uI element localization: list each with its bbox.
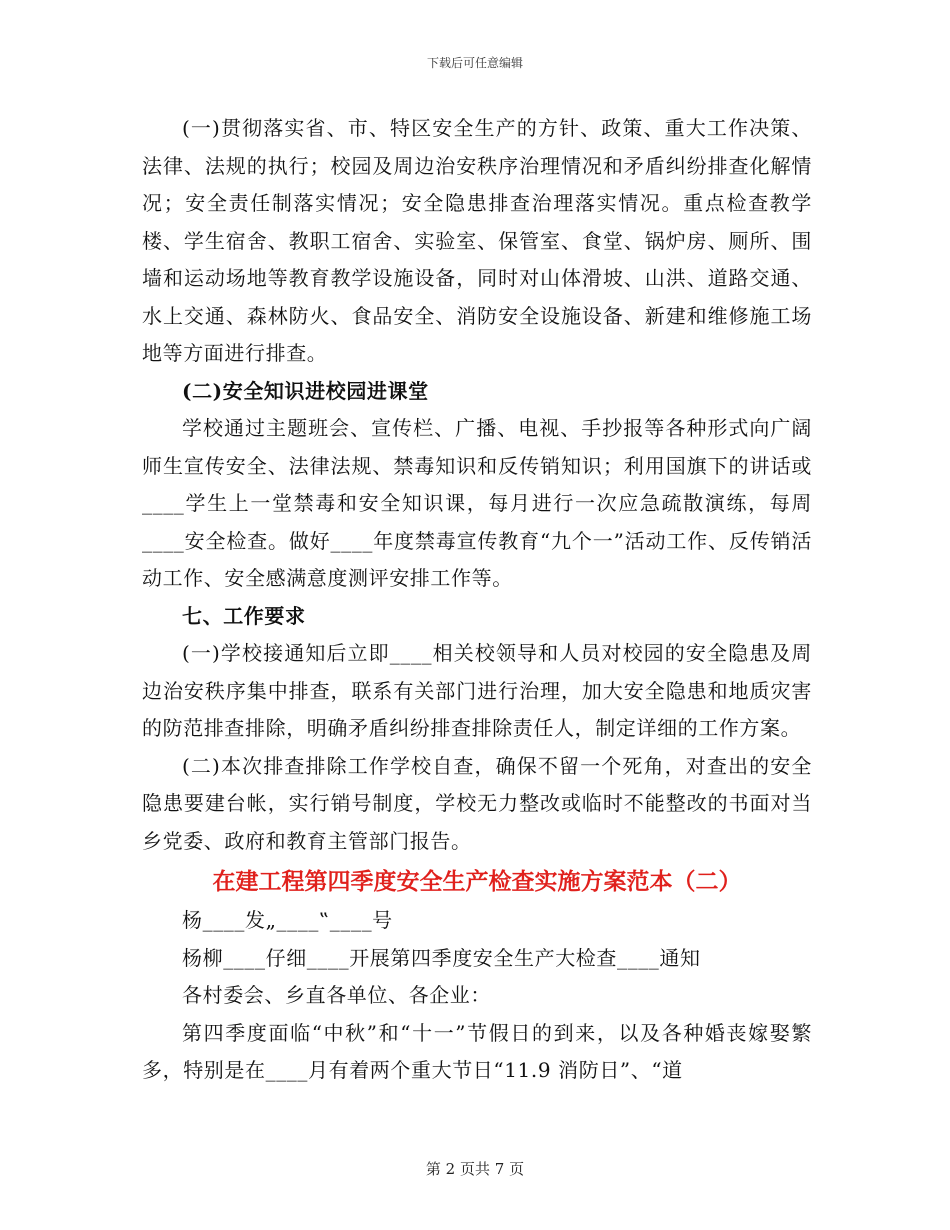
document-body	[142, 110, 812, 1090]
document-number-line: 杨____发„____‟____号	[182, 908, 393, 932]
document-title: 在建工程第四季度安全生产检查实施方案范本（二）	[212, 869, 742, 895]
paragraph-inspection-scope: (一)贯彻落实省、市、特区安全生产的方针、政策、重大工作决策、法律、法规的执行；校园及周边治安秩序治理情况和矛盾纠纷排查化解情况；安全责任制落实情况；安全隐患排查治理落实情况。重点检查教学楼、学生宿舍、教职工宿舍、实验室、保管室、食堂、锅炉房、厕所、围墙和运动场地等教育教学设施设备，同时对山体滑坡、山洪、道路交通、水上交通、森林防火、食品安全、消防安全设施设备、新建和维修施工场地等方面进行排查。	[142, 116, 812, 365]
section-heading-work-requirements: 七、工作要求	[182, 603, 306, 628]
addressee-line: 各村委会、乡直各单位、各企业：	[182, 983, 491, 1007]
paragraph-requirement-1: (一)学校接通知后立即____相关校领导和人员对校园的安全隐患及周边治安秩序集中排查，联系有关部门进行治理，加大安全隐患和地质灾害的防范排查排除，明确矛盾纠纷排查排除责任人，制定详细的工作方案。	[142, 641, 812, 740]
paragraph-notice-body: 第四季度面临“中秋”和“十一”节假日的到来，以及各种婚丧嫁娶繁多，特别是在____月有着两个重大节日“11.9 消防日”、“道	[142, 1020, 812, 1082]
notice-title-line: 杨柳____仔细____开展第四季度安全生产大检查____通知	[182, 945, 701, 970]
page-header: 下载后可任意编辑	[426, 56, 523, 70]
page-footer: 第 2 页共 7 页	[425, 1160, 525, 1178]
paragraph-safety-education: 学校通过主题班会、宣传栏、广播、电视、手抄报等各种形式向广阔师生宣传安全、法律法规、禁毒知识和反传销知识；利用国旗下的讲话或____学生上一堂禁毒和安全知识课，每月进行一次应急疏散演练，每周____安全检查。做好____年度禁毒宣传教育“九个一”活动工作、反传销活动工作、安全感满意度测评安排工作等。	[142, 416, 812, 590]
paragraph-requirement-2: (二)本次排查排除工作学校自查，确保不留一个死角，对查出的安全隐患要建台帐，实行销号制度，学校无力整改或临时不能整改的书面对当乡党委、政府和教育主管部门报告。	[142, 753, 812, 853]
section-heading-safety-knowledge: (二)安全知识进校园进课堂	[182, 378, 429, 403]
